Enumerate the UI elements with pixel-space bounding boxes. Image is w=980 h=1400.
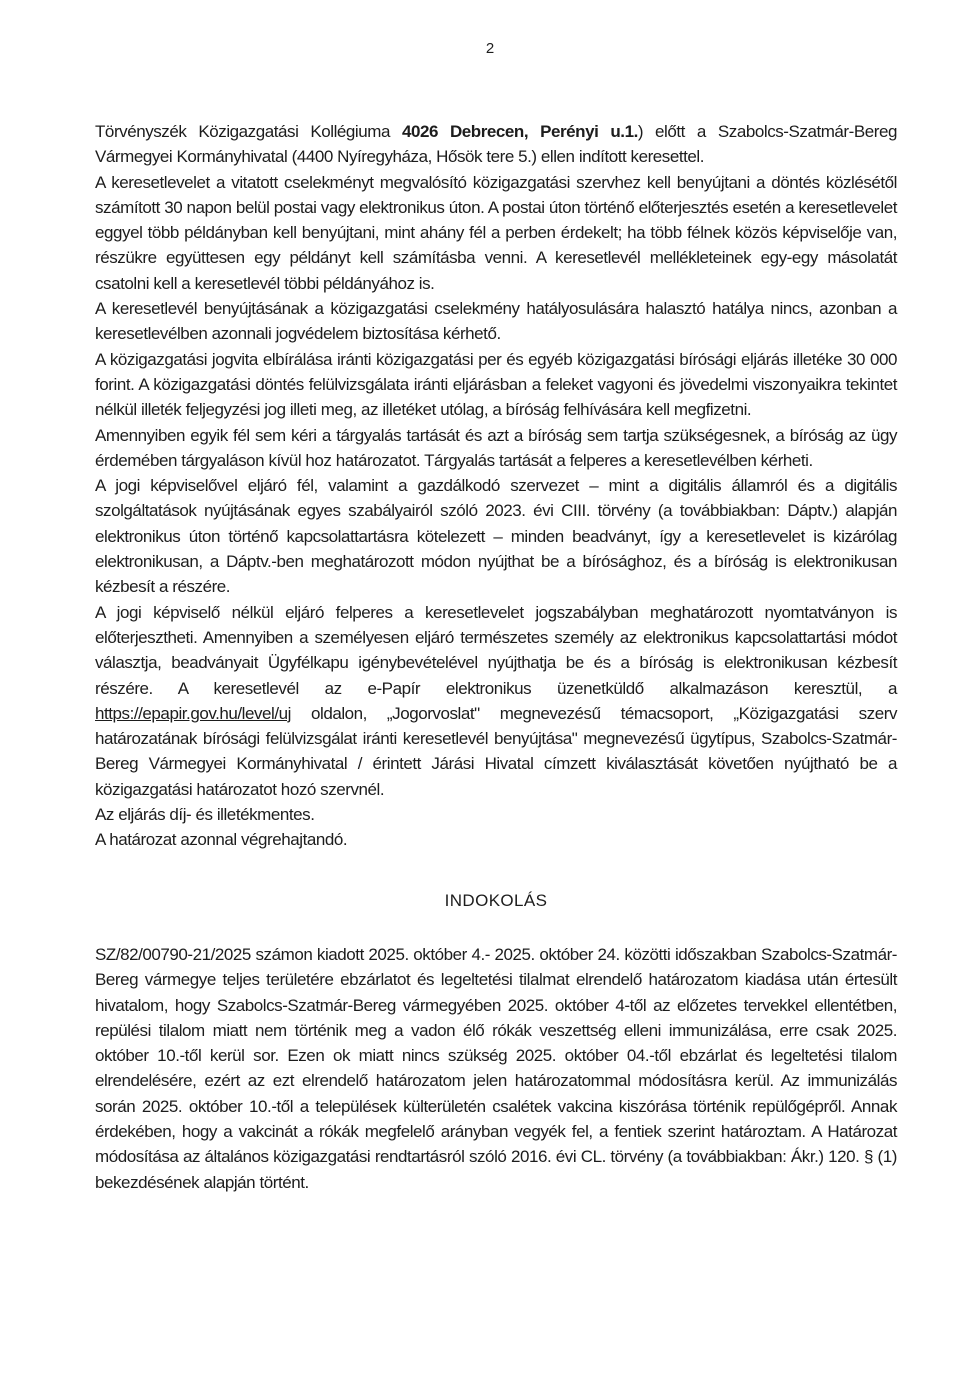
text-run-pre-link: A jogi képviselő nélkül eljáró felperes a keresetlevelet jogszabályban meghatározott nyomtatványon is előterjesztheti. Amennyiben a személyesen eljáró természetes személy az elektronikus kapcsolattartási módot választja, beadványait Ügyfélkapu igénybevételével nyújthatja be és a bíróság is elektronikusan kézbesít részére. A keresetlevél az e-Papír elektronikus üzenetküldő alkalmazáson keresztül, a	[95, 602, 897, 698]
paragraph-hearing: Amennyiben egyik fél sem kéri a tárgyalás tartását és azt a bíróság sem tartja szükségesnek, a bíróság az ügy érdemében tárgyaláson kívül hoz határozatot. Tárgyalás tartását a felperes a keresetlevélben kérheti.	[95, 425, 897, 470]
paragraph-justification: SZ/82/00790-21/2025 számon kiadott 2025. október 4.- 2025. október 24. közötti időszakban Szabolcs-Szatmár-Bereg vármegye teljes területére ebzárlatot és legeltetési tilalmat elrendelő határozatom kiadása után értesült hivatalom, hogy Szabolcs-Szatmár-Bereg vármegyében 2025. október 4-től az előzetes tervekkel ellentétben, repülési tilalom miatt nem történik meg a vadon élő rókák veszettség elleni immunizálása, erre csak 2025. október 10.-től kerül sor. Ezen ok miatt nincs szükség 2025. október 04.-től ebzárlat és legeltetési tilalom elrendelésére, ezért az ezt elrendelő határozatom jelen határozatommal módosításra kerül. Az immunizálás során 2025. október 10.-től a települések külterületén csalétek vakcina kiszórása történik repülőgépről. Annak érdekében, hogy a vakcinát a rókák megfelelő arányban vegyék fel, a fentiek szerint határoztam. A Határozat módosítása az általános közigazgatási rendtartásról szóló 2016. évi CL. törvény (a továbbiakban: Ákr.) 120. § (1) bekezdésének alapján történt.	[95, 944, 897, 1192]
paragraph-immediate-execution: A határozat azonnal végrehajtandó.	[95, 830, 348, 850]
court-address-bold: 4026 Debrecen, Perényi u.1.	[401, 122, 638, 141]
epapir-url-link[interactable]: https://epapir.gov.hu/level/uj	[95, 703, 291, 723]
text-run-post-link: oldalon, „Jogorvoslat" megnevezésű témacsoport, „Közigazgatási szerv határozatának bírósági felülvizsgálat iránti keresetlevél benyújtása" megnevezésű ügytípus, Szabolcs-Szatmár-Bereg Vármegyei Kormányhivatal / érintett Járási Hivatal címzett kiválasztását követően nyújtható be a közigazgatási határozatot hozó szervnél.	[95, 703, 897, 799]
paragraph-court-fee: A közigazgatási jogvita elbírálása iránti közigazgatási per és egyéb közigazgatási bírósági eljárás illetéke 30 000 forint. A közigazgatási döntés felülvizsgálata iránti eljárásban a feleket vagyoni és jövedelmi viszonyaikra tekintet nélkül illeték feljegyzési jog illeti meg, az illetéket utólag, a bíróság felhívására kell megfizetni.	[95, 349, 897, 420]
paragraph-electronic-contact: A jogi képviselővel eljáró fél, valamint a gazdálkodó szervezet – mint a digitális államról és a digitális szolgáltatások nyújtásának egyes szabályairól szóló 2023. évi CIII. törvény (a továbbiakban: Dáptv.) alapján elektronikus úton történő kapcsolattartásra kötelezett – minden beadványt, így a keresetlevelet is kizárólag elektronikusan, a Dáptv.-ben meghatározott módon nyújthat be a bírósághoz, és a bíróság is elektronikusan kézbesít a részére.	[95, 476, 897, 597]
paragraph-fee-exemption: Az eljárás díj- és illetékmentes.	[95, 805, 315, 825]
document-body	[95, 119, 897, 1195]
paragraph-filing-rules: A keresetlevelet a vitatott cselekményt megvalósító közigazgatási szervhez kell benyújtani a döntés közlésétől számított 30 napon belül postai vagy elektronikus úton. A postai úton történő előterjesztés esetén a keresetlevelet eggyel több példányban kell benyújtani, mint ahány fél a perben érdekelt; ha több félnek közös képviselője van, részükre együttesen egy példányt kell számításba venni. A keresetlevél mellékleteinek egy-egy másolatát csatolni kell a keresetlevél többi példányához is.	[95, 172, 897, 293]
paragraph-suspensive-effect: A keresetlevél benyújtásának a közigazgatási cselekmény hatályosulására halasztó hatálya nincs, azonban a keresetlevélben azonnali jogvédelem biztosítása kérhető.	[95, 299, 897, 344]
section-heading-indokolas: INDOKOLÁS	[444, 890, 548, 910]
paragraph-court-and-defendant	[95, 119, 897, 170]
paragraph-epapir-submission	[95, 600, 897, 802]
text-run-post-address: ) előtt a Szabolcs-Szatmár-Bereg Vármegyei Kormányhivatal (4400 Nyíregyháza, Hősök tere 5.) ellen indított keresettel.	[95, 122, 897, 167]
page-number: 2	[485, 40, 495, 57]
text-run-pre-address: Törvényszék Közigazgatási Kollégiuma	[95, 122, 402, 141]
